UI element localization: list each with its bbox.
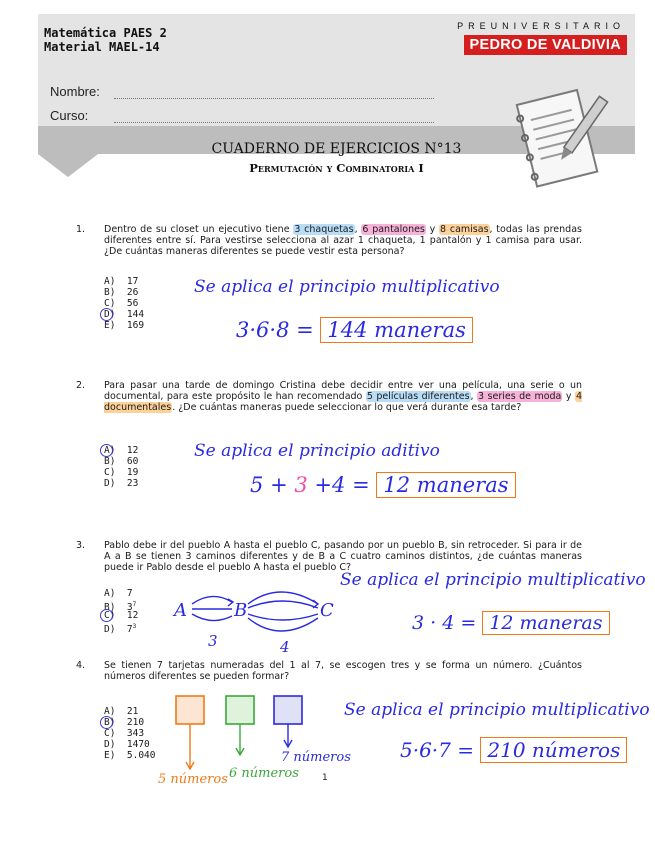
- question-2-number: 2.: [76, 380, 86, 391]
- box-label-7: 7 números: [281, 750, 351, 765]
- q4-calc: 5·6·7 = 210 números: [400, 738, 627, 762]
- q4-rule: Se aplica el principio multiplicativo: [344, 700, 650, 720]
- question-1-text: Dentro de su closet un ejecutivo tiene 3 chaquetas, 6 pantalones y 8 camisas, todas las prendas diferentes entre sí. Para vestirse selecciona al azar 1 chaqueta, 1 pantalón y 1 camisa para usar. ¿De cuántas maneras diferentes se puede vestir esta persona?: [104, 224, 582, 257]
- question-2-text: Para pasar una tarde de domingo Cristina debe decidir entre ver una película, una serie o un documental, para este propósito le han recomendado 5 películas diferentes, 3 series de moda y 4 documentales. ¿De cuántas maneras puede seleccionar lo que verá durante esa tarde?: [104, 380, 582, 413]
- question-2-options: [104, 445, 138, 489]
- q4-result: 210 números: [480, 737, 627, 763]
- q2-calc: 5 + 3 +4 = 12 maneras: [250, 473, 516, 497]
- question-3-text: Pablo debe ir del pueblo A hasta el pueblo C, pasando por un pueblo B, sin retroceder. Si para ir de A a B se tienen 3 caminos diferentes y de B a C cuatro caminos distintos, ¿de cuántas maneras puede ir Pablo desde el pueblo A hasta el pueblo C?: [104, 540, 582, 573]
- option[interactable]: A) 17: [104, 276, 139, 287]
- option[interactable]: A) 21: [104, 706, 139, 717]
- answer-circle: [100, 609, 113, 622]
- option[interactable]: B) 60: [104, 456, 139, 467]
- option[interactable]: C) 56: [104, 298, 139, 309]
- route-diagram: [170, 584, 340, 654]
- nombre-label: Nombre:: [50, 84, 100, 99]
- worksheet-header: [38, 14, 635, 192]
- option[interactable]: C) 343: [104, 728, 145, 739]
- page-number: 1: [322, 773, 328, 783]
- count-ab: 3: [208, 632, 218, 650]
- question-4-options: [104, 706, 155, 761]
- material-code: Material MAEL-14: [44, 40, 160, 54]
- option[interactable]: D) 1470: [104, 739, 150, 750]
- curso-line[interactable]: [114, 122, 434, 123]
- q1-result: 144 maneras: [320, 317, 472, 343]
- option[interactable]: D) $7^3$: [104, 623, 137, 636]
- question-4-number: 4.: [76, 660, 86, 671]
- q2-result: 12 maneras: [376, 472, 515, 498]
- box-label-6: 6 números: [229, 766, 299, 781]
- q2-rule: Se aplica el principio aditivo: [194, 441, 440, 461]
- curso-label: Curso:: [50, 108, 89, 123]
- q3-rule: Se aplica el principio multiplicativo: [340, 570, 646, 590]
- option[interactable]: C) 19: [104, 467, 139, 478]
- q3-result: 12 maneras: [482, 611, 609, 635]
- answer-circle: [100, 308, 113, 321]
- nombre-line[interactable]: [114, 98, 434, 99]
- option[interactable]: D) 144: [104, 309, 145, 320]
- option[interactable]: B) 26: [104, 287, 139, 298]
- node-a: A: [174, 600, 187, 621]
- option[interactable]: B) 210: [104, 717, 145, 728]
- question-3-number: 3.: [76, 540, 86, 551]
- option[interactable]: C) 12: [104, 610, 139, 621]
- course-name: Matemática PAES 2: [44, 26, 167, 40]
- q1-calc: 3·6·8 = 144 maneras: [236, 318, 473, 342]
- node-b: B: [234, 600, 248, 621]
- option[interactable]: E) 5.040: [104, 750, 156, 761]
- brand-logo: PEDRO DE VALDIVIA: [464, 35, 627, 55]
- worksheet-subtitle: Permutación y Combinatoria I: [249, 161, 424, 175]
- option[interactable]: A) 12: [104, 445, 139, 456]
- notebook-icon: [506, 86, 610, 190]
- q1-rule: Se aplica el principio multiplicativo: [194, 277, 500, 297]
- question-1-number: 1.: [76, 224, 86, 235]
- brand-tagline: PREUNIVERSITARIO: [457, 21, 625, 31]
- option[interactable]: A) 7: [104, 588, 133, 599]
- option[interactable]: D) 23: [104, 478, 139, 489]
- answer-circle: [100, 444, 113, 457]
- question-4-text: Se tienen 7 tarjetas numeradas del 1 al 7, se escogen tres y se forma un número. ¿Cuántos números diferentes se pueden formar?: [104, 660, 582, 682]
- worksheet-title: CUADERNO DE EJERCICIOS N°13: [211, 141, 462, 157]
- option[interactable]: B) $3^7$: [104, 601, 137, 614]
- q3-calc: 3 · 4 = 12 maneras: [412, 612, 610, 634]
- option[interactable]: E) 169: [104, 320, 145, 331]
- node-c: C: [320, 600, 334, 621]
- count-bc: 4: [280, 638, 290, 654]
- box-label-5: 5 números: [158, 772, 228, 787]
- answer-circle: [100, 716, 113, 729]
- question-1-options: [104, 276, 144, 331]
- question-3-options: [104, 588, 139, 636]
